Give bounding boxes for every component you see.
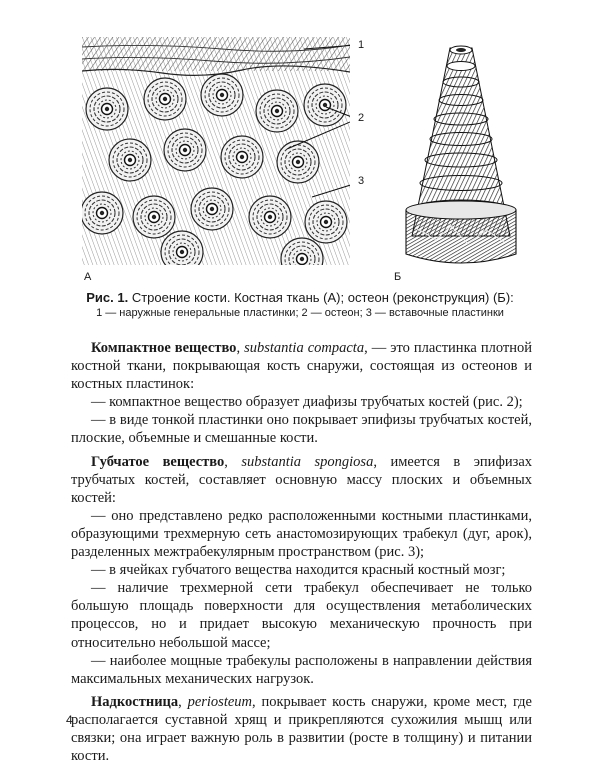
figure-caption-legend: 1 — наружные генеральные пластинки; 2 — остеон; 3 — вставочные пластинки [96,307,504,319]
latin-term: periosteum [187,693,253,710]
list-item: — наличие трехмерной сети трабекул обеспечивает не только большую площадь поверхности для осуществления метаболических процессов, но и придает высокую механическую прочность при относительно небольшой массе; [71,580,532,651]
latin-term: substantia compacta [244,340,365,356]
figure-caption-title [40,290,560,305]
term: Компактное вещество [91,340,237,356]
paragraph-text: , имеется в эпифизах трубчатых костей, составляет основную массу плоских и объемных костей: [71,453,533,506]
list-item: — в виде тонкой пластинки оно покрывает эпифизы трубчатых костей, плоские, объемные и смешанные кости. [71,412,532,447]
term: Губчатое вещество [91,453,225,470]
callout-2: 2 [358,112,365,124]
term: Надкостница [91,693,179,710]
list-item: — оно представлено редко расположенными костными пластинками, образующими трехмерную сеть анастомозирующих трабекул (дуг, арок), разделенных межтрабекулярным пространством (рис. 3); [71,507,532,561]
separator: , [236,340,245,356]
panel-b-label: Б [394,271,402,283]
separator: , [178,693,188,710]
osteon-illustration [396,40,524,270]
panel-a-label: А [84,271,92,283]
list-item: — наиболее мощные трабекулы расположены в направлении действия максимальных механических нагрузок. [71,652,532,687]
list-item: — в ячейках губчатого вещества находится красный костный мозг; [91,562,506,579]
body-text [71,334,532,765]
callout-1: 1 [358,39,365,51]
figure-number: Рис. 1. [86,290,129,305]
figure-caption-text: Строение кости. Костная ткань (А); остеон (реконструкция) (Б): [128,290,514,305]
bone-tissue-illustration [82,37,350,265]
page-number: 4 [66,713,73,727]
list-item: — компактное вещество образует диафизы трубчатых костей (рис. 2); [91,394,523,411]
paragraph-text: , покрывает кость снаружи, кроме мест, где располагается суставной хрящ и прикрепляются сухожилия мышц или связки; она играет важную роль в развитии (росте в толщину) и питании кости. [71,693,532,765]
paragraph-periosteum [71,693,532,765]
separator: , [224,453,242,470]
paragraph-compact-substance [71,339,532,393]
paragraph-spongy-substance [71,453,532,507]
latin-term: substantia spongiosa [241,453,374,470]
paragraph-text: , — это пластинка плотной костной ткани, покрывающая кость снаружи, состоящая из остеонов и костных пластинок: [71,340,532,393]
callout-3: 3 [358,175,365,187]
